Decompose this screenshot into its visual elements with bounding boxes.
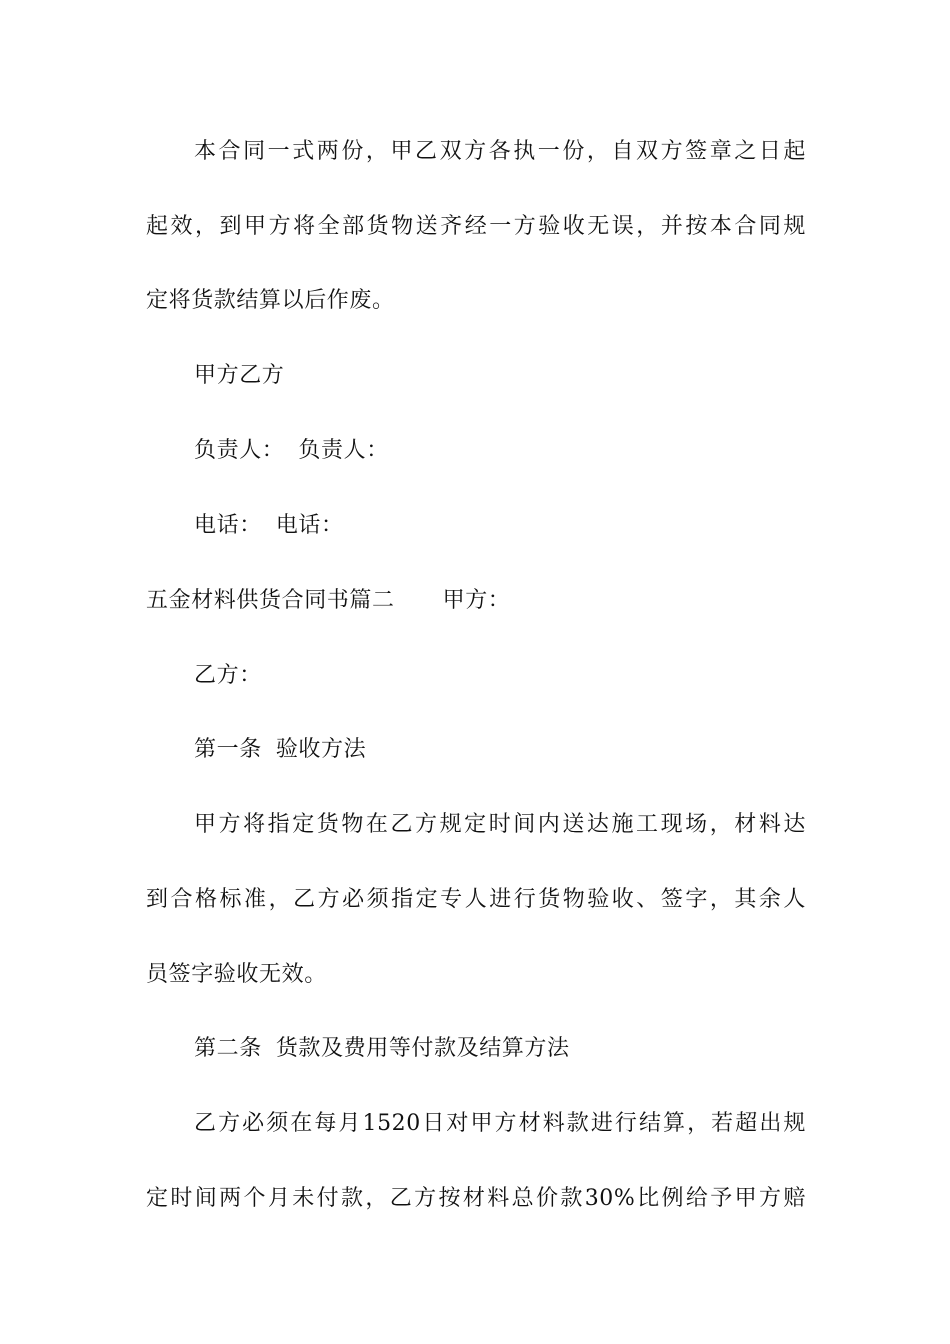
party-b-label: 乙方： bbox=[194, 663, 262, 688]
article-2-title: 货款及费用等付款及结算方法 bbox=[275, 1036, 570, 1061]
party-a-label: 甲方： bbox=[442, 588, 511, 613]
article-1-number: 第一条 bbox=[194, 737, 262, 762]
party-a-phone-label: 电话： bbox=[194, 513, 262, 538]
paragraph-line: 起效，到甲方将全部货物送齐经一方验收无误，并按本合同规 bbox=[146, 214, 806, 239]
party-b-responsible-label: 负责人： bbox=[298, 438, 389, 463]
paragraph-line: 本合同一式两份，甲乙双方各执一份，自双方签章之日起 bbox=[194, 139, 806, 164]
paragraph-line: 到合格标准，乙方必须指定专人进行货物验收、签字，其余人 bbox=[146, 887, 806, 912]
paragraph-line: 甲方将指定货物在乙方规定时间内送达施工现场，材料达 bbox=[194, 812, 806, 837]
party-b-phone-label: 电话： bbox=[275, 513, 344, 538]
article-2-heading bbox=[194, 1034, 570, 1064]
paragraph-line: 员签字验收无效。 bbox=[146, 962, 327, 987]
paragraph-line: 定将货款结算以后作废。 bbox=[146, 288, 395, 313]
article-1-title: 验收方法 bbox=[275, 737, 367, 762]
parties-heading: 甲方乙方 bbox=[194, 363, 285, 388]
section-title: 五金材料供货合同书篇二 bbox=[146, 588, 395, 613]
article-2-number: 第二条 bbox=[194, 1036, 262, 1061]
section-title-row bbox=[146, 586, 510, 616]
paragraph-line: 定时间两个月未付款，乙方按材料总价款30%比例给予甲方赔 bbox=[146, 1186, 806, 1211]
party-a-responsible-label: 负责人： bbox=[194, 438, 285, 463]
responsible-person-row bbox=[194, 436, 389, 466]
phone-row bbox=[194, 511, 344, 541]
article-1-heading bbox=[194, 735, 366, 765]
paragraph-line: 乙方必须在每月1520日对甲方材料款进行结算，若超出规 bbox=[194, 1111, 806, 1136]
